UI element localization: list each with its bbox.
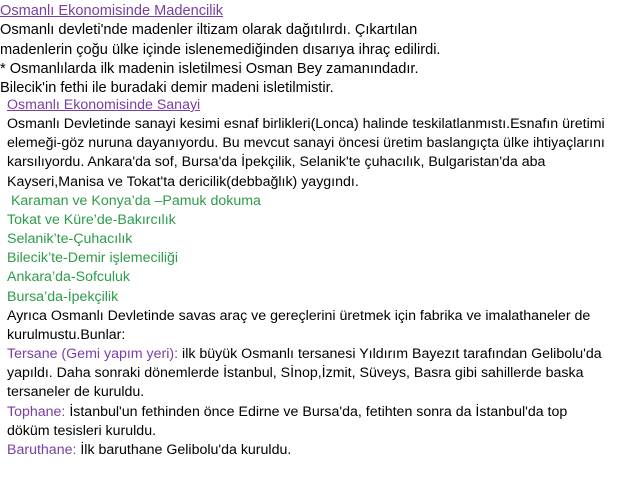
mining-text-line: Bilecik'in fethi ile buradaki demir madeni isletilmistir.	[0, 80, 334, 97]
tersane-label: Tersane (Gemi yapım yeri):	[7, 346, 179, 363]
industry-intro-line: Kayseri,Manisa ve Tokat'ta dericilik(debbağlık) yaygındı.	[7, 173, 359, 190]
tersane-text-line: yapıldı. Daha sonraki dönemlerde İstanbul, Sİnop,İzmit, Süveys, Basra gibi sahillerde baska	[7, 365, 584, 382]
mining-text-line: Osmanlı devleti'nde madenler iltizam olarak dağıtılırdı. Çıkartılan	[0, 22, 418, 39]
industry-intro-line: elemeği-göz nuruna dayanıyordu. Bu mevcut sanayi öncesi üretim baslangıçta ülke ihtiyaçlarını	[7, 135, 605, 152]
tophane-text: İstanbul'un fethinden önce Edirne ve Bursa'da, fetihten sonra da İstanbul'da top	[65, 403, 568, 420]
industry-list-item: Bilecik’te-Demir işlemeciliği	[7, 250, 179, 267]
industry-list-item: Bursa’da-İpekçilik	[7, 288, 119, 305]
baruthane-label: Baruthane:	[7, 441, 77, 458]
industry-list-item: Tokat ve Küre’de-Bakırcılık	[7, 211, 176, 228]
tophane-label: Tophane:	[7, 403, 66, 420]
industry-list-item: Karaman ve Konya’da –Pamuk dokuma	[7, 192, 261, 209]
industry-intro-line: karsılıyordu. Ankara'da sof, Bursa'da İpekçilik, Selanik'te çuhacılık, Bulgaristan'da aba	[7, 154, 546, 171]
industry-section	[7, 96, 631, 460]
industry-list-item: Selanik’te-Çuhacılık	[7, 231, 133, 248]
baruthane-line	[7, 441, 631, 460]
industry-intro-line: Osmanlı Devletinde sanayi kesimi esnaf birlikleri(Lonca) halinde teskilatlanmıstı.Esnafın üretimi	[7, 116, 605, 133]
industry-section-title: Osmanlı Ekonomisinde Sanayi	[7, 97, 201, 113]
mining-text-line: * Osmanlılarda ilk madenin isletilmesi Osman Bey zamanındadır.	[0, 60, 419, 77]
mining-section	[0, 2, 636, 98]
tersane-line	[7, 345, 631, 364]
tersane-text: ilk büyük Osmanlı tersanesi Yıldırım Bayezıt tarafından Gelibolu'da	[178, 346, 602, 363]
tophane-text-line: döküm tesisleri kuruldu.	[7, 422, 157, 439]
industry-mid-line: Ayrıca Osmanlı Devletinde savas araç ve gereçlerini üretmek için fabrika ve imalathaneler de	[7, 307, 591, 324]
mining-section-title: Osmanlı Ekonomisinde Madencilik	[0, 3, 224, 19]
mining-text-line: madenlerin çoğu ülke içinde islenemediğinden dısarıya ihraç edilirdi.	[0, 41, 441, 58]
tophane-line	[7, 403, 631, 422]
industry-list-item: Ankara’da-Sofculuk	[7, 269, 131, 286]
industry-mid-line: kurulmustu.Bunlar:	[7, 326, 126, 343]
tersane-text-line: tersaneler de kuruldu.	[7, 384, 145, 401]
baruthane-text: İlk baruthane Gelibolu'da kuruldu.	[76, 441, 292, 458]
